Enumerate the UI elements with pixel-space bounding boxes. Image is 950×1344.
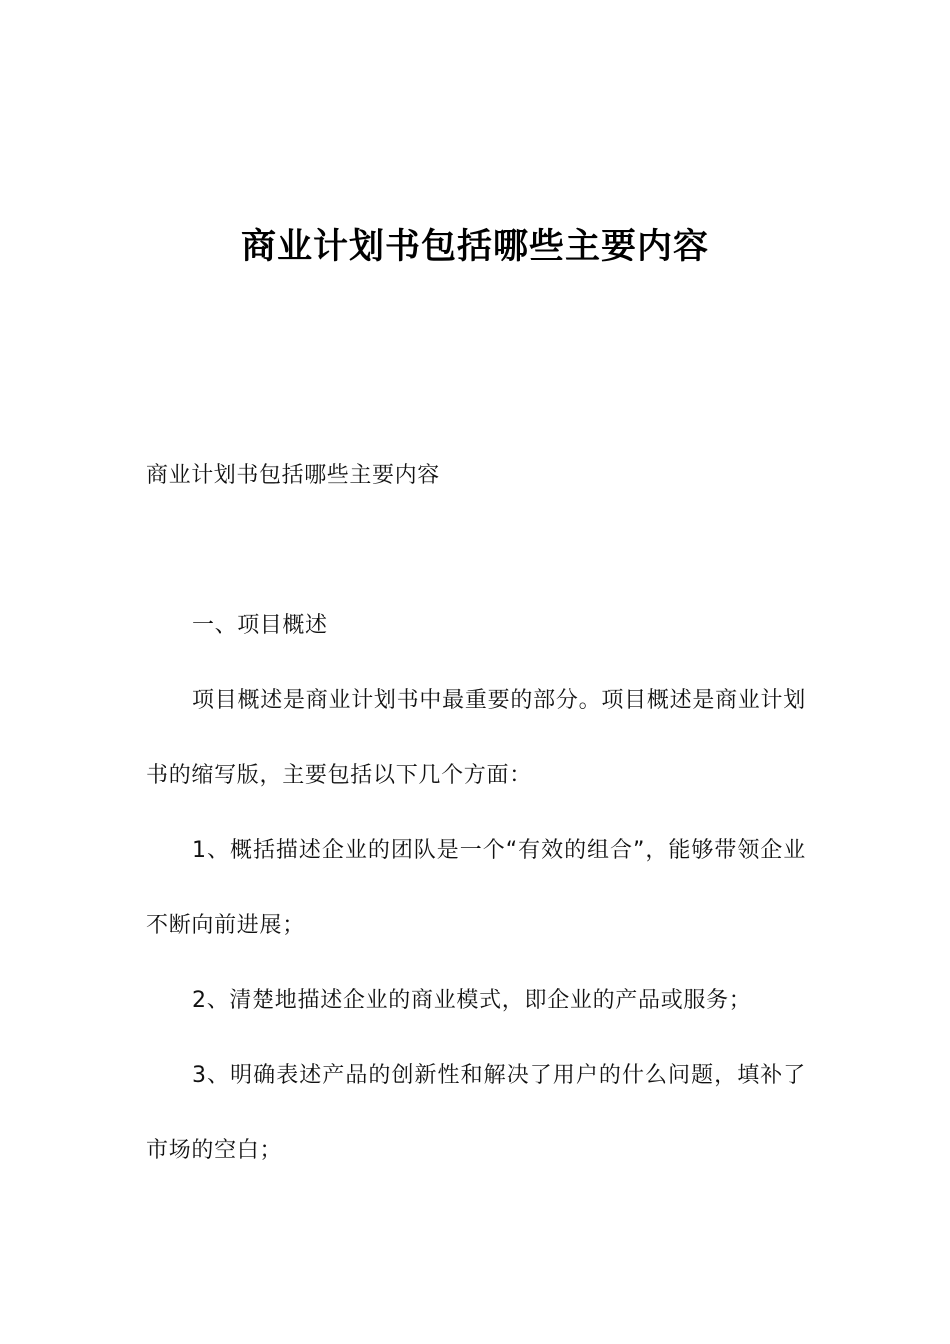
paragraph-item-1: 1、概括描述企业的团队是一个“有效的组合”，能够带领企业不断向前进展； (146, 838, 806, 938)
section-heading: 一、项目概述 (192, 613, 328, 638)
paragraph-item-2: 2、清楚地描述企业的商业模式，即企业的产品或服务； (192, 988, 752, 1013)
document-title: 商业计划书包括哪些主要内容 (240, 227, 709, 267)
paragraph-overview: 项目概述是商业计划书中最重要的部分。项目概述是商业计划书的缩写版，主要包括以下几个方面： (146, 688, 806, 788)
paragraph-item-3: 3、明确表述产品的创新性和解决了用户的什么问题，填补了市场的空白； (146, 1063, 806, 1163)
document-subtitle: 商业计划书包括哪些主要内容 (146, 463, 440, 488)
